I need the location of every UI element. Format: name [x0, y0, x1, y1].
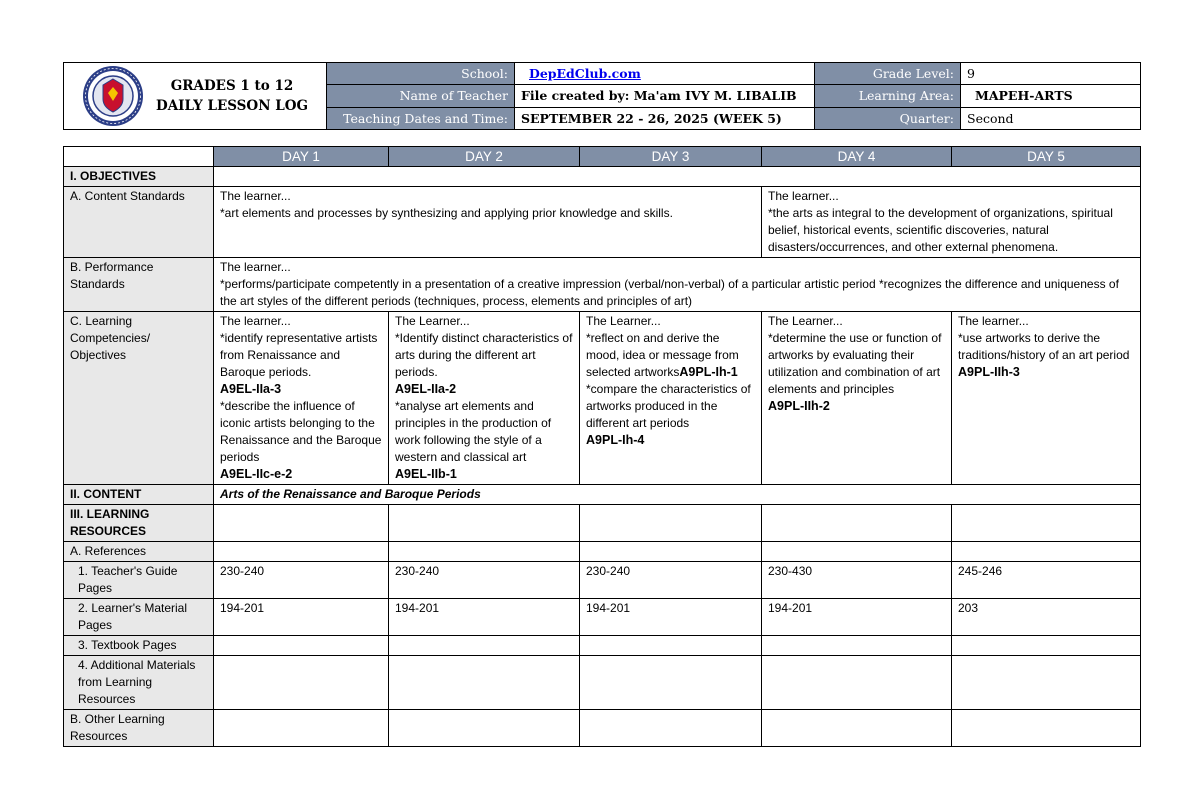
lm-day1: 194-201 — [214, 599, 389, 636]
title-line2: DAILY LESSON LOG — [155, 98, 309, 114]
comp2-code-b: A9EL-IIb-1 — [395, 467, 457, 481]
lm-label: 2. Learner's Material Pages — [64, 599, 214, 636]
textbook-cell-1 — [214, 636, 389, 656]
resources-cell-5 — [952, 505, 1141, 542]
comp1-code-a: A9EL-IIa-3 — [220, 382, 282, 396]
references-cell-5 — [952, 542, 1141, 562]
content-left-text: *art elements and processes by synthesizing and applying prior knowledge and skills. — [220, 206, 673, 220]
comp2-intro: The Learner... — [395, 314, 470, 328]
tg-day4: 230-430 — [762, 562, 952, 599]
lm-day4: 194-201 — [762, 599, 952, 636]
tg-day1: 230-240 — [214, 562, 389, 599]
competency-day3 — [580, 312, 762, 485]
other-cell-1 — [214, 710, 389, 747]
textbook-cell-5 — [952, 636, 1141, 656]
comp5-a: *use artworks to derive the traditions/history of an art period — [958, 331, 1130, 362]
additional-row — [64, 656, 1141, 710]
deped-seal-icon — [82, 65, 144, 127]
title-line1: GRADES 1 to 12 — [170, 78, 294, 94]
performance-intro: The learner... — [220, 260, 291, 274]
comp2-a: *Identify distinct characteristics of arts during the different art periods. — [395, 331, 573, 379]
day-header-1: DAY 1 — [214, 147, 389, 167]
content-right-intro: The learner... — [768, 189, 839, 203]
additional-cell-1 — [214, 656, 389, 710]
lm-day3: 194-201 — [580, 599, 762, 636]
competencies-row — [64, 312, 1141, 485]
additional-cell-4 — [762, 656, 952, 710]
objectives-heading: I. OBJECTIVES — [64, 167, 214, 187]
comp3-code-b: A9PL-Ih-4 — [586, 433, 645, 447]
header-table — [63, 62, 1141, 130]
comp3-code-a: A9PL-Ih-1 — [679, 365, 738, 379]
school-label: School: — [327, 63, 515, 85]
tg-day5: 245-246 — [952, 562, 1141, 599]
resources-heading: III. LEARNING RESOURCES — [64, 505, 214, 542]
textbook-cell-4 — [762, 636, 952, 656]
performance-cell — [214, 258, 1141, 312]
teacher-label: Name of Teacher — [327, 85, 515, 107]
day-header-row — [64, 147, 1141, 167]
comp1-b: *describe the influence of iconic artists belonging to the Renaissance and the Baroque periods — [220, 399, 382, 464]
references-cell-4 — [762, 542, 952, 562]
textbook-cell-2 — [389, 636, 580, 656]
tg-day2: 230-240 — [389, 562, 580, 599]
comp2-code-a: A9EL-IIa-2 — [395, 382, 457, 396]
references-cell-2 — [389, 542, 580, 562]
references-cell-3 — [580, 542, 762, 562]
lesson-log-table — [63, 146, 1141, 747]
other-cell-2 — [389, 710, 580, 747]
comp5-intro: The learner... — [958, 314, 1029, 328]
school-link[interactable]: DepEdClub.com — [529, 66, 641, 82]
tg-label: 1. Teacher's Guide Pages — [64, 562, 214, 599]
comp5-code-a: A9PL-IIh-3 — [958, 365, 1020, 379]
dates-label: Teaching Dates and Time: — [327, 107, 515, 129]
day-header-2: DAY 2 — [389, 147, 580, 167]
dates-value: SEPTEMBER 22 - 26, 2025 (WEEK 5) — [515, 107, 815, 129]
teachers-guide-row — [64, 562, 1141, 599]
textbook-row — [64, 636, 1141, 656]
textbook-label: 3. Textbook Pages — [64, 636, 214, 656]
content-standards-label: A. Content Standards — [64, 187, 214, 258]
comp3-a: *reflect on and derive the mood, idea or message from selected artworks — [586, 331, 739, 379]
other-cell-3 — [580, 710, 762, 747]
objectives-row — [64, 167, 1141, 187]
competency-day2 — [389, 312, 580, 485]
content-standards-right — [762, 187, 1141, 258]
other-cell-5 — [952, 710, 1141, 747]
day-header-3: DAY 3 — [580, 147, 762, 167]
teacher-value: File created by: Ma'am IVY M. LIBALIB — [515, 85, 815, 107]
comp3-a-wrap — [586, 330, 755, 381]
content-row — [64, 485, 1141, 505]
area-value: MAPEH-ARTS — [961, 85, 1141, 107]
comp1-intro: The learner... — [220, 314, 291, 328]
competency-day5 — [952, 312, 1141, 485]
comp3-intro: The Learner... — [586, 314, 661, 328]
resources-cell-1 — [214, 505, 389, 542]
additional-cell-3 — [580, 656, 762, 710]
tg-day3: 230-240 — [580, 562, 762, 599]
content-label: II. CONTENT — [64, 485, 214, 505]
logo-title-cell — [64, 63, 327, 130]
additional-label: 4. Additional Materials from Learning Resources — [64, 656, 214, 710]
other-cell-4 — [762, 710, 952, 747]
content-right-text: *the arts as integral to the development of organizations, spiritual belief, historical events, scientific discoveries, natural disasters/occurrences, and other external phenomena. — [768, 206, 1113, 254]
grade-value: 9 — [961, 63, 1141, 85]
lm-day5: 203 — [952, 599, 1141, 636]
competency-day1 — [214, 312, 389, 485]
comp2-b: *analyse art elements and principles in the production of work following the style of a western and classical art — [395, 399, 552, 464]
competencies-label: C. Learning Competencies/ Objectives — [64, 312, 214, 485]
comp4-intro: The Learner... — [768, 314, 843, 328]
other-resources-label: B. Other Learning Resources — [64, 710, 214, 747]
comp4-code-a: A9PL-IIh-2 — [768, 399, 830, 413]
additional-cell-2 — [389, 656, 580, 710]
day-header-4: DAY 4 — [762, 147, 952, 167]
corner-cell — [64, 147, 214, 167]
performance-label: B. Performance Standards — [64, 258, 214, 312]
day-header-5: DAY 5 — [952, 147, 1141, 167]
comp1-a: *identify representative artists from Renaissance and Baroque periods. — [220, 331, 378, 379]
content-standards-row — [64, 187, 1141, 258]
comp1-code-b: A9EL-IIc-e-2 — [220, 467, 293, 481]
resources-cell-2 — [389, 505, 580, 542]
quarter-label: Quarter: — [815, 107, 961, 129]
school-cell — [515, 63, 815, 85]
grade-label: Grade Level: — [815, 63, 961, 85]
references-row — [64, 542, 1141, 562]
content-left-intro: The learner... — [220, 189, 291, 203]
performance-text: *performs/participate competently in a presentation of a creative impression (verbal/non-verbal) of a particular artistic period *recognizes the difference and uniqueness of the art styles of the different periods (techniques, process, elements and principles of art) — [220, 277, 1119, 308]
quarter-value: Second — [961, 107, 1141, 129]
additional-cell-5 — [952, 656, 1141, 710]
objectives-blank — [214, 167, 1141, 187]
resources-cell-3 — [580, 505, 762, 542]
resources-heading-row — [64, 505, 1141, 542]
content-value: Arts of the Renaissance and Baroque Periods — [214, 485, 1141, 505]
other-resources-row — [64, 710, 1141, 747]
content-standards-left — [214, 187, 762, 258]
resources-cell-4 — [762, 505, 952, 542]
comp3-b: *compare the characteristics of artworks produced in the different art periods — [586, 382, 751, 430]
learners-material-row — [64, 599, 1141, 636]
performance-standards-row — [64, 258, 1141, 312]
textbook-cell-3 — [580, 636, 762, 656]
references-label: A. References — [64, 542, 214, 562]
competency-day4 — [762, 312, 952, 485]
lm-day2: 194-201 — [389, 599, 580, 636]
references-cell-1 — [214, 542, 389, 562]
comp4-a: *determine the use or function of artworks by evaluating their utilization and combination of art elements and principles — [768, 331, 942, 396]
area-label: Learning Area: — [815, 85, 961, 107]
